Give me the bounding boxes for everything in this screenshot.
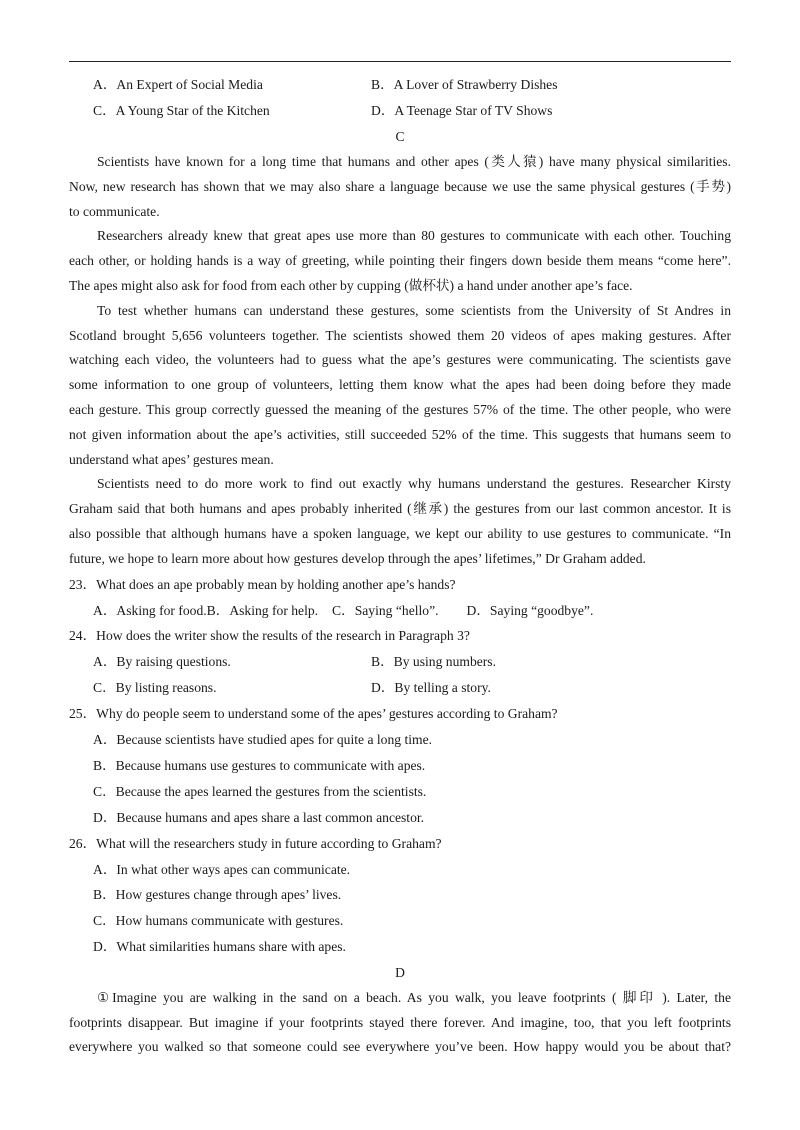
passage-line: Graham said that both humans and apes probably inherited (继承) the gestures from our last common ancestor. It is xyxy=(69,501,731,517)
passage-line: understand what apes’ gestures mean. xyxy=(69,451,274,467)
option-a: A．An Expert of Social Media xyxy=(93,77,263,92)
option-a: A．Because scientists have studied apes for quite a long time. xyxy=(93,732,433,748)
header-rule xyxy=(69,61,731,62)
option-a: A．In what other ways apes can communicate. xyxy=(93,861,351,877)
passage-line: also possible that although humans have a spoken language, we kept our ability to use gestures to communicate. “In xyxy=(69,525,731,541)
option-row xyxy=(69,649,731,675)
option-row xyxy=(69,72,731,98)
option-c: C．Because the apes learned the gestures from the scientists. xyxy=(93,783,427,799)
passage-line: Now, new research has shown that we may also share a language because we use the same physical gestures (手势) xyxy=(69,178,731,194)
passage-line: future, we hope to learn more about how gestures develop through the apes’ lifetimes,” Dr Graham added. xyxy=(69,550,646,566)
passage-line: footprints disappear. But imagine if your footprints stayed there forever. And imagine, too, that you left footprints xyxy=(69,1014,731,1030)
option-c: C．How humans communicate with gestures. xyxy=(93,913,344,929)
passage-paragraph xyxy=(69,986,731,1060)
question-stem: 23．What does an ape probably mean by holding another ape’s hands? xyxy=(69,576,456,592)
passage-line: not given information about the ape’s activities, still succeeded 52% of the time. This suggests that humans seem to xyxy=(69,426,731,442)
passage-line: everywhere you walked so that someone could see everywhere you’ve been. How happy would you be about that? xyxy=(69,1039,731,1055)
exam-page xyxy=(69,72,731,1060)
option-d: D．A Teenage Star of TV Shows xyxy=(371,103,553,118)
passage-line: ①Imagine you are walking in the sand on a beach. As you walk, you leave footprints ( 脚印 ). Later, the xyxy=(97,989,731,1005)
passage-paragraph xyxy=(69,472,731,571)
passage-paragraph xyxy=(69,224,731,298)
option-c: C．By listing reasons. xyxy=(93,680,217,696)
option-a: A．By raising questions. xyxy=(93,654,231,670)
option-row xyxy=(69,675,731,701)
option-c: C．Saying “hello”. xyxy=(332,602,439,618)
passage-line: The apes might also ask for food from each other by cupping (做杯状) a hand under another ape’s face. xyxy=(69,277,633,293)
passage-line: Researchers already knew that great apes use more than 80 gestures to communicate with each other. Touching xyxy=(97,228,731,244)
passage-line: each other, or holding hands is a way of greeting, while pointing their fingers down beside them means “come here”. xyxy=(69,253,731,269)
section-heading-c: C xyxy=(395,129,405,144)
option-b: B．How gestures change through apes’ lives. xyxy=(93,887,342,903)
option-b: B．Asking for help. xyxy=(206,602,319,618)
passage-line: Scientists have known for a long time that humans and other apes (类人猿) have many physical similarities. xyxy=(97,154,731,169)
passage-paragraph xyxy=(69,150,731,224)
question-stem: 24．How does the writer show the results of the research in Paragraph 3? xyxy=(69,628,470,644)
passage-line: Scientists need to do more work to find out exactly why humans understand the gestures. Researcher Kirsty xyxy=(97,476,731,492)
option-c: C．A Young Star of the Kitchen xyxy=(93,103,270,118)
option-b: B．A Lover of Strawberry Dishes xyxy=(371,77,558,92)
passage-line: watching each video, the volunteers had to guess what the ape’s gestures were communicating. The scientists gave xyxy=(69,352,731,368)
passage-line: each gesture. This group correctly guessed the meaning of the gestures 57% of the time. The other people, who were xyxy=(69,401,731,417)
option-row xyxy=(69,98,731,124)
option-d: D．What similarities humans share with apes. xyxy=(93,938,346,954)
question-stem: 25．Why do people seem to understand some of the apes’ gestures according to Graham? xyxy=(69,706,558,722)
option-d: D．By telling a story. xyxy=(371,680,491,696)
passage-line: to communicate. xyxy=(69,203,160,219)
passage-paragraph xyxy=(69,299,731,473)
question-stem: 26．What will the researchers study in future according to Graham? xyxy=(69,835,442,851)
option-a: A．Asking for food. xyxy=(93,602,207,618)
option-d: D．Saying “goodbye”. xyxy=(466,602,594,618)
option-d: D．Because humans and apes share a last common ancestor. xyxy=(93,809,425,825)
section-heading-d: D xyxy=(395,964,405,980)
option-b: B．Because humans use gestures to communicate with apes. xyxy=(93,758,426,774)
passage-line: Scotland brought 5,656 volunteers together. The scientists showed them 20 videos of apes making gestures. After xyxy=(69,327,731,343)
option-b: B．By using numbers. xyxy=(371,654,496,670)
option-row xyxy=(69,598,731,624)
passage-line: some information to one group of volunteers, letting them know what the apes had been doing before they made xyxy=(69,377,731,393)
passage-line: To test whether humans can understand these gestures, some scientists from the University of St Andres in xyxy=(97,302,731,318)
